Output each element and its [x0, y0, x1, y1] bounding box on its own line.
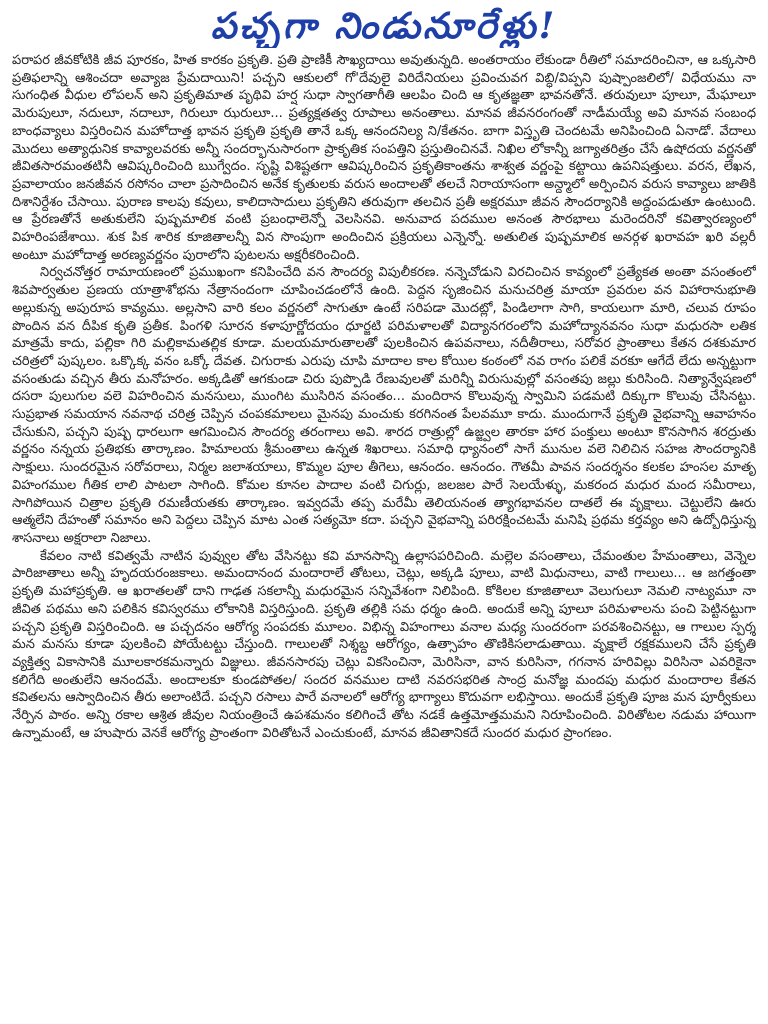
article-paragraph-1: పరాపర జీవకోటికి జీవ పూరకం, హిత కారకం ప్రకృతి. ప్రతి ప్రాణికీ సౌఖ్యదాయి అవుతున్నది. అంతరాయం లేకుండా రీతిలో సమాదరించినా, ఆ ఒక్కసారి ప్రతిఫలాన్ని ఆశించదా అవ్యాజ ప్రేమదాయిని! పచ్చని ఆకులలో గో'దేవులై విరిదేనియలు ప్రవించువగ విబ్ధి/విప్పని పుష్పాంజలిలో/ విధేయము నా సుగంధిత వీధుల లోపలన్ అని ప్రకృతిమాత పృథివి హర్ష సుధా స్వాగతాగీతి ఆలపిం చింది ఆ కృతజ్ఞతా భావనతోనే. తరువులూ పూలూ, మేఘాలూ మెరుపులూ, నదులూ, నదాలూ, గిరులూ ఝరులూ... ప్రత్యక్షతత్వ రూపాలు అనంతాలు. మానవ జీవనరంగంతో నాడీమయ్యే అవి మానవ సంబంధ బాంధవ్యాలు విస్తరించిన మహోదాత్త భావన ప్రకృతి ప్రకృతి తానే ఒక్క ఆనందనిల్య ని/కేతనం. బాగా విస్తృతి చెందటమే అనిపించింది ఏనాడో. వేదాలు మొదలు అత్యాధునిక కావ్యాలవరకు అన్నీ సందర్భానుసారంగా ప్రాకృతిక సంపత్తిని ప్రస్తుతించినవే. నిఖిల లోకాన్నీ జగ్యాతరిత్రం చేసే ఉషోదయ వర్ణనతో జీవితసారమంతటినీ ఆవిష్కరించింది ఋగ్వేదం. సృష్టి విశిష్టతగా ఆవిష్కరించిన ప్రకృతికాంతను శాశ్వత వర్ణంపై కట్టాయి ఉపనిషత్తులు. వరన, లేఖన, ప్రవాలాయం జనజీవన రసోనం చాలా ప్రసాదించిన అనేక కృతులకు వరుస అందాలతో తలచే నిరాయాసంగా అన్ద్మాలో అర్పించిన వరుస కావ్యాలు జాతికి దిశానిర్దేశం చేసాయి. పురాణ కాలపు కవులు, కాలిదాసాదులు ప్రకృతిని తరువుగా తలచిన ప్రతీ అక్షరమూ జీవన సౌందర్యానికి అద్దంపడుతూ ఉంటుంది. ఆ ప్రేరణతోనే అతుకులేని పుష్పమాలిక వంటి ప్రబంధాలెన్నో వెలసినవి. అనువాద పదముల అనంత సౌరభాలు మరెందరినో కవిత్వారణ్యంలో విహరింపజేశాయి. శుక పిక శారిక కూజితాలన్నీ విన సొంపుగా అందించిన ప్రక్రియలు ఎన్నెన్నో. అతులిత పుష్పమాలిక అనర్గళ ఖరావహ ఖరి వల్లరీ అంటూ మహోదాత్త అరణ్యవర్ణనం పురాలోని పుటలను అక్షరీకరించింది. — [12, 53, 756, 263]
headline: పచ్చగా నిండునూరేళ్లు! — [210, 5, 558, 47]
article-paragraph-2: నిర్వచనోత్తర రామాయణంలో ప్రముఖంగా కనిపించేది వన సౌందర్య విపులీకరణ. నన్నెచోడుని విరచించిన కావ్యంలో ప్రత్యేకత అంతా వసంతంలో శివపార్వతుల ప్రణయ యాత్రాశోభను నేత్రానందంగా చూపించడంలోనే ఉంది. పెద్దన సృజించిన మనుచరిత్ర మాయా ప్రవరుల వన విహారానుభూతి అల్లుకున్న అపురూప కావ్యము. అల్లసాని వారి కలం వర్ణనలో సాగుతూ ఉంటే సరిపడా మొదట్లో, పిండిలాగా సాగి, కాయలుగా మారి, చలువ రూపం పొందిన వన దీపిక కృతి ప్రతీక. పింగళి సూరన కళాపూర్ణోదయం ధూర్జటి పరిమళాలతో విద్యానగరంలోని మహోద్యానవనం సుధా మధురసా లతిక మాత్రమే కాదు, పల్లికా గిరి మల్లికామతల్లిక కూడా. మలయమారుతాలతో పులకించిన ఉపవనాలు, నదీతీరాలు, సరోవర ప్రాంతాలు కేతన దశకుమార చరిత్రలో పుష్కలం. ఒక్కొక్క వనం ఒక్కో దేవత. చిగురాకు ఎరుపు చూపి మాదాల కాల కోయిల కంఠంలో నవ రాగం పలికే వరకూ ఆగేదే లేదు అన్నట్టుగా వసంతుడు వచ్చిన తీరు మనోహరం. అక్కడితో ఆగకుండా చిరు పుప్పొడి రేణువులతో మరిన్నీ విరుసువుల్లో వసంతపు జల్లు కురిసింది. నిత్యాన్వేషణలో దసరా పులుగుల వలె విహరించిన మనసులు, ముంగిట ముసిరిన వసంతం... మందిరాన కొలువున్న స్వామిని పడమటి దిక్కుగా కొలువు చేసినట్టు. సుప్రభాత సమయాన నవనాథ చరిత్ర చెప్పిన చంపకమాలలు మైనపు మంచుకు కరగినంత పేలవమూ కాదు. ముందుగానే ప్రకృతి వైభవాన్ని ఆవాహనం చేసుకుని, పచ్చని పుష్ప ధారలుగా ఆగమించిన సౌందర్య తరంగాలు అవి. శారద రాత్రుల్లో ఉజ్జ్వల తారకా హార పంక్తులు అంటూ కొనసాగిన శరద్రుతు వర్ణనం నన్నయ ప్రతిభకు తార్కాణం. హిమాలయ శ్రీమంతాలు ఉన్నత శిఖరాలు. సమాధి ధ్యానంలో సాగే మునుల వలె నిలిచిన సహజ సౌందర్యానికి సాక్షులు. సుందరమైన సరోవరాలు, నిర్మల జలాశయాలు, కొమ్మల పూల తీగెలు, ఆనందం. ఆనందం. గౌతమీ పావన సందర్శనం కలకల హంసల మాతృ విహంగముల గీతిక లాలి పాటలా సాగింది. కోమల కూనల పాదాల వంటి చిగుర్లు, జలజల పారే సెలయేళ్ళు, మకరంద మధుర మంద సమీరాలు, సాగిపోయిన చిత్రాల ప్రకృతి రమణీయతకు తార్కాణం. ఇవ్వదమే తప్ప మరేమీ తెలియనంత త్యాగభావనల దాతలే ఈ వృక్షాలు. చెట్టులేని ఊరు ఆత్మలేని దేహంతో సమానం అని పెద్దలు చెప్పిన మాట ఎంత సత్యమో కదా. పచ్చని వైభవాన్ని పరిరక్షించటమే మనిషి ప్రథమ కర్తవ్యం అని ఉద్బోధిస్తున్న శాసనాలు అక్షరాలా నిజాలు. — [12, 265, 756, 546]
article-body — [12, 52, 756, 1020]
article-paragraph-3: కేవలం నాటి కవిత్వమే నాటిన పువ్వుల తోట వేసినట్టు కవి మానసాన్ని ఉల్లాసపరిచింది. మల్లెల వసంతాలు, చేమంతుల హేమంతాలు, వెన్నెల పారిజాతాలు అన్నీ హృదయరంజకాలు. అమందానంద మందారాలే తోటలు, చెట్లు, అక్కడి పూలు, వాటి మిధునాలు, వాటి గాలులు... ఆ జగత్తంతా ప్రకృతి మహాప్రకృతి. ఆ ఖరాతలతో దాని గాఢత సకలాన్నీ మధురమైన సన్నివేశంగా నిలిపింది. కోకిలల కూజితాలూ వెలుగులూ నెమలి నాట్యమూ నా జీవిత పథము అని పలికిన కవిస్వరము లోకానికి విస్తరిస్తుంది. ప్రకృతి తల్లికి సమ ధర్మం ఉంది. అందుకే అన్ని పూలూ పరిమళాలను పంచి పెట్టినట్టుగా పచ్చని ప్రకృతి విస్తరించింది. ఆ పచ్చదనం ఆరోగ్య సంపదకు మూలం. విభిన్న విహంగాలు వనాల మధ్య సుందరంగా పరవశించినట్టు, ఆ గాలుల స్పర్శ మన మనసు కూడా పులకించి పోయేటట్టు చేస్తుంది. గాలులతో నిశ్శబ్ద ఆరోగ్యం, ఉత్సాహం తొణికిసలాడుతాయి. వృక్షాలే రక్షకములని చేసే ప్రకృతి వ్యక్తిత్వ వికాసానికి మూలకారకమన్నారు విజ్ఞులు. జీవనసారపు చెట్లు వికసించినా, మెరిసినా, వాన కురిసినా, గగనాన హరివిల్లు విరిసినా ఎవరికైనా కలిగేది అంతులేని ఆనందమే. అందాలకూ కుండపోతల/ సందర వనముల దాటి నవరసభరిత సాంద్ర మనోజ్ఞ మందపు మధుర మందారాల కేతన కవితలను ఆస్వాదించిన తీరు అలాంటిదే. పచ్చని రసాలు పారే వనాలలో ఆరోగ్య భాగ్యాలు కొదువగా లభిస్తాయి. అందుకే ప్రకృతి పూజ మన పూర్వీకులు నేర్పిన పాఠం. అన్ని రకాల ఆశ్రిత జీవుల నియంత్రించే ఉపశమనం కలిగించే తోట నడకే ఉత్తమోత్తమమని నిరూపించింది. విరితోటల నడుమ హాయిగా ఉన్నామంటే, ఆ హుషారు వెనకే ఆరోగ్య ప్రాంతంగా విరితోటనే ఎంచుకుంటే, మానవ జీవితానికదే సుందర మధుర ప్రాంగణం. — [12, 548, 756, 741]
